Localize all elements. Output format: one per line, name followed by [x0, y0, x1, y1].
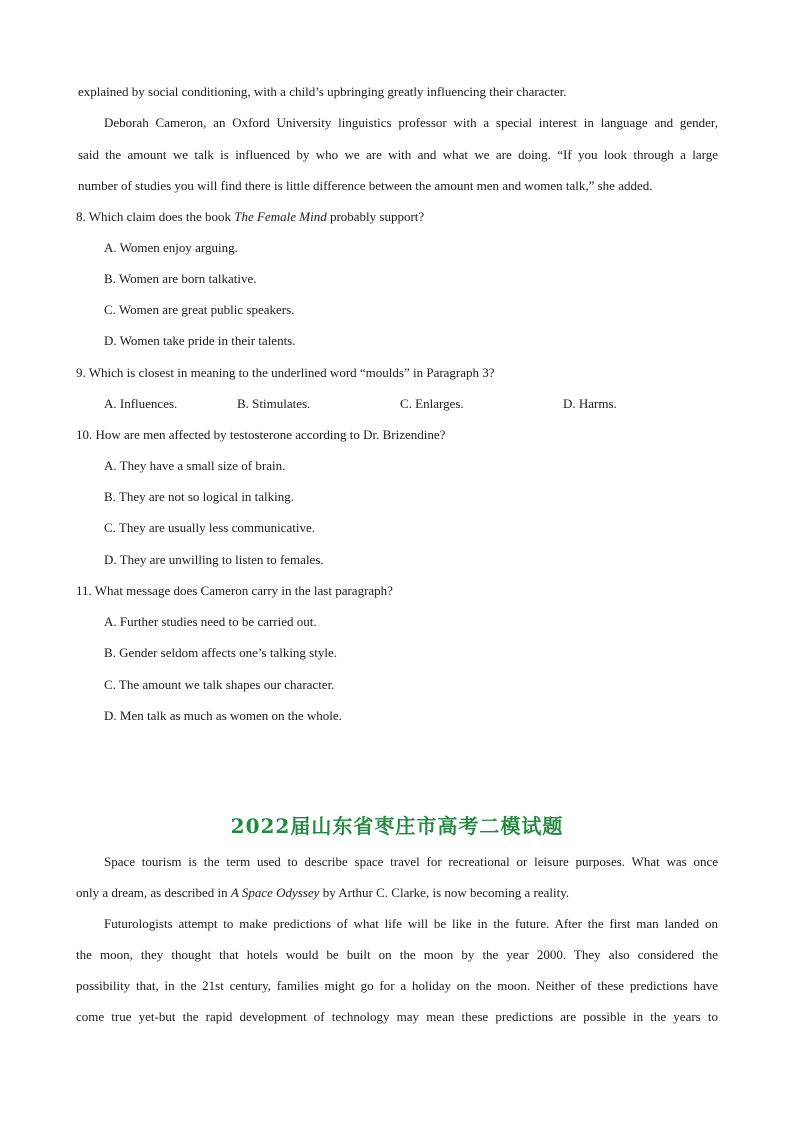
option-b: B. Women are born talkative.	[104, 271, 257, 286]
option-b: B. Stimulates.	[237, 396, 311, 411]
question-10-stem: 10. How are men affected by testosterone according to Dr. Brizendine?	[76, 427, 446, 442]
question-8-stem: 8. Which claim does the book The Female Mind probably support?	[76, 209, 425, 224]
passage-line: possibility that, in the 21st century, families might go for a holiday on the moon. Neither of these predictions have	[76, 978, 718, 993]
passage-line: Space tourism is the term used to describe space travel for recreational or leisure purposes. What was once	[104, 854, 718, 869]
book-title: A Space Odyssey	[230, 885, 320, 900]
option-a: A. They have a small size of brain.	[104, 458, 286, 473]
book-title: The Female Mind	[234, 209, 327, 224]
section-title: 2022届山东省枣庄市高考二模试题	[230, 814, 564, 838]
passage-line: only a dream, as described in A Space Odyssey by Arthur C. Clarke, is now becoming a reality.	[76, 885, 570, 900]
option-b: B. Gender seldom affects one’s talking style.	[104, 645, 337, 660]
option-a: A. Further studies need to be carried out.	[104, 614, 317, 629]
option-c: C. Enlarges.	[400, 396, 464, 411]
passage-line: number of studies you will find there is little difference between the amount men and women talk,” she added.	[78, 178, 653, 193]
option-c: C. They are usually less communicative.	[104, 520, 315, 535]
option-d: D. Harms.	[563, 396, 617, 411]
passage-line: come true yet-but the rapid development of technology may mean these predictions are possible in the years to	[76, 1009, 718, 1024]
option-c: C. The amount we talk shapes our character.	[104, 677, 335, 692]
option-d: D. They are unwilling to listen to females.	[104, 552, 324, 567]
question-11-stem: 11. What message does Cameron carry in the last paragraph?	[76, 583, 393, 598]
option-a: A. Women enjoy arguing.	[104, 240, 238, 255]
option-c: C. Women are great public speakers.	[104, 302, 295, 317]
passage-line: Deborah Cameron, an Oxford University linguistics professor with a special interest in language and gender,	[104, 115, 718, 130]
option-a: A. Influences.	[104, 396, 178, 411]
passage-line: explained by social conditioning, with a child’s upbringing greatly influencing their character.	[78, 84, 567, 99]
passage-line: the moon, they thought that hotels would be built on the moon by the year 2000. They also considered the	[76, 947, 718, 962]
question-9-stem: 9. Which is closest in meaning to the underlined word “moulds” in Paragraph 3?	[76, 365, 495, 380]
passage-line: said the amount we talk is influenced by who we are with and what we are doing. “If you look through a large	[78, 147, 718, 162]
option-d: D. Men talk as much as women on the whole.	[104, 708, 342, 723]
option-d: D. Women take pride in their talents.	[104, 333, 296, 348]
option-b: B. They are not so logical in talking.	[104, 489, 295, 504]
passage-line: Futurologists attempt to make predictions of what life will be like in the future. After the first man landed on	[104, 916, 718, 931]
